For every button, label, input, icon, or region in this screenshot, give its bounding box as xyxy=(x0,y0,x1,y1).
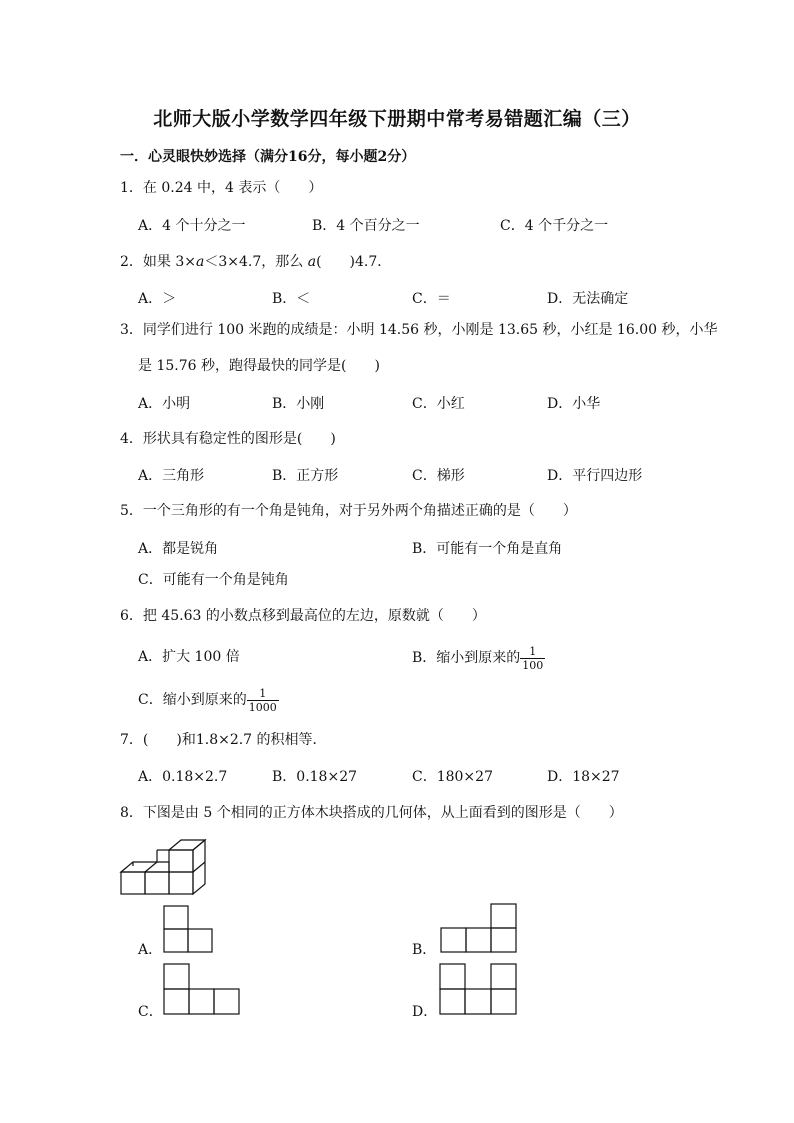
question-4-stem: 4．形状具有稳定性的图形是( ) xyxy=(120,431,336,447)
question-7-option-b: B．0.18×27 xyxy=(272,769,358,785)
question-8-option-b: B． xyxy=(412,942,437,958)
question-2-variable-a-2: a xyxy=(307,254,317,270)
fraction-denominator: 1000 xyxy=(248,700,277,714)
question-8-stem: 8．下图是由 5 个相同的正方体木块搭成的几何体，从上面看到的图形是（ ） xyxy=(120,805,623,821)
question-7-option-a: A．0.18×2.7 xyxy=(138,769,228,785)
option-b-grid xyxy=(439,903,519,953)
question-7-stem: 7．( )和1.8×2.7 的积相等． xyxy=(120,732,327,748)
fraction-1-1000 xyxy=(247,687,279,714)
question-5-option-b: B．可能有一个角是直角 xyxy=(412,541,563,557)
fraction-denominator: 100 xyxy=(522,658,544,672)
question-5-stem: 5．一个三角形的有一个角是钝角，对于另外两个角描述正确的是（ ） xyxy=(120,503,577,519)
question-2-stem-post: ( )4.7． xyxy=(316,254,392,270)
question-6-option-b xyxy=(412,638,545,678)
option-d-grid xyxy=(439,963,519,1015)
cube-stack-figure xyxy=(118,836,218,898)
question-8-option-a: A． xyxy=(138,942,163,958)
question-6-option-a: A．扩大 100 倍 xyxy=(138,649,240,665)
question-4-option-c: C．梯形 xyxy=(412,468,465,484)
question-5-option-c: C．可能有一个角是钝角 xyxy=(138,572,289,588)
question-8-option-c: C． xyxy=(138,1004,163,1020)
question-4-option-b: B．正方形 xyxy=(272,468,339,484)
question-1-option-a: A．4 个十分之一 xyxy=(138,218,246,234)
question-3-option-a: A．小明 xyxy=(138,396,191,412)
question-2-stem-mid: ＜3×4.7，那么 xyxy=(204,254,308,270)
fraction-1-100 xyxy=(520,645,545,672)
question-1-option-c: C．4 个千分之一 xyxy=(500,218,609,234)
question-2-stem xyxy=(120,252,391,272)
fraction-numerator: 1 xyxy=(259,686,267,700)
question-4-option-a: A．三角形 xyxy=(138,468,205,484)
question-6-option-b-label: B．缩小到原来的 xyxy=(412,650,521,666)
question-2-option-b: B．＜ xyxy=(272,291,311,307)
page-title: 北师大版小学数学四年级下册期中常考易错题汇编（三） xyxy=(153,108,641,130)
option-c-grid xyxy=(163,963,243,1015)
question-6-option-c xyxy=(138,680,279,720)
question-8-option-d: D． xyxy=(412,1004,438,1020)
question-2-stem-pre: 2．如果 3× xyxy=(120,254,196,270)
question-3-option-d: D．小华 xyxy=(547,396,601,412)
question-7-option-d: D．18×27 xyxy=(547,769,620,785)
question-1-option-b: B．4 个百分之一 xyxy=(312,218,420,234)
question-2-variable-a: a xyxy=(196,254,205,270)
option-a-grid xyxy=(163,905,213,953)
question-5-option-a: A．都是锐角 xyxy=(138,541,219,557)
question-6-option-c-label: C．缩小到原来的 xyxy=(138,692,247,708)
fraction-numerator: 1 xyxy=(529,644,537,658)
question-2-option-c: C．＝ xyxy=(412,291,451,307)
question-6-stem: 6．把 45.63 的小数点移到最高位的左边，原数就（ ） xyxy=(120,608,486,624)
question-3-option-c: C．小红 xyxy=(412,396,465,412)
question-4-option-d: D．平行四边形 xyxy=(547,468,643,484)
question-2-option-a: A．＞ xyxy=(138,291,177,307)
question-3-option-b: B．小刚 xyxy=(272,396,325,412)
question-3-stem: 3．同学们进行 100 米跑的成绩是：小明 14.56 秒，小刚是 13.65 秒，小红是 16.00 秒，小华 xyxy=(120,322,718,338)
section-heading: 一．心灵眼快妙选择（满分16分，每小题2分） xyxy=(120,149,416,165)
question-3-stem-line-2: 是 15.76 秒，跑得最快的同学是( ) xyxy=(138,358,380,374)
question-7-option-c: C．180×27 xyxy=(412,769,493,785)
question-1-stem: 1．在 0.24 中，4 表示（ ） xyxy=(120,180,323,196)
question-2-option-d: D．无法确定 xyxy=(547,291,629,307)
